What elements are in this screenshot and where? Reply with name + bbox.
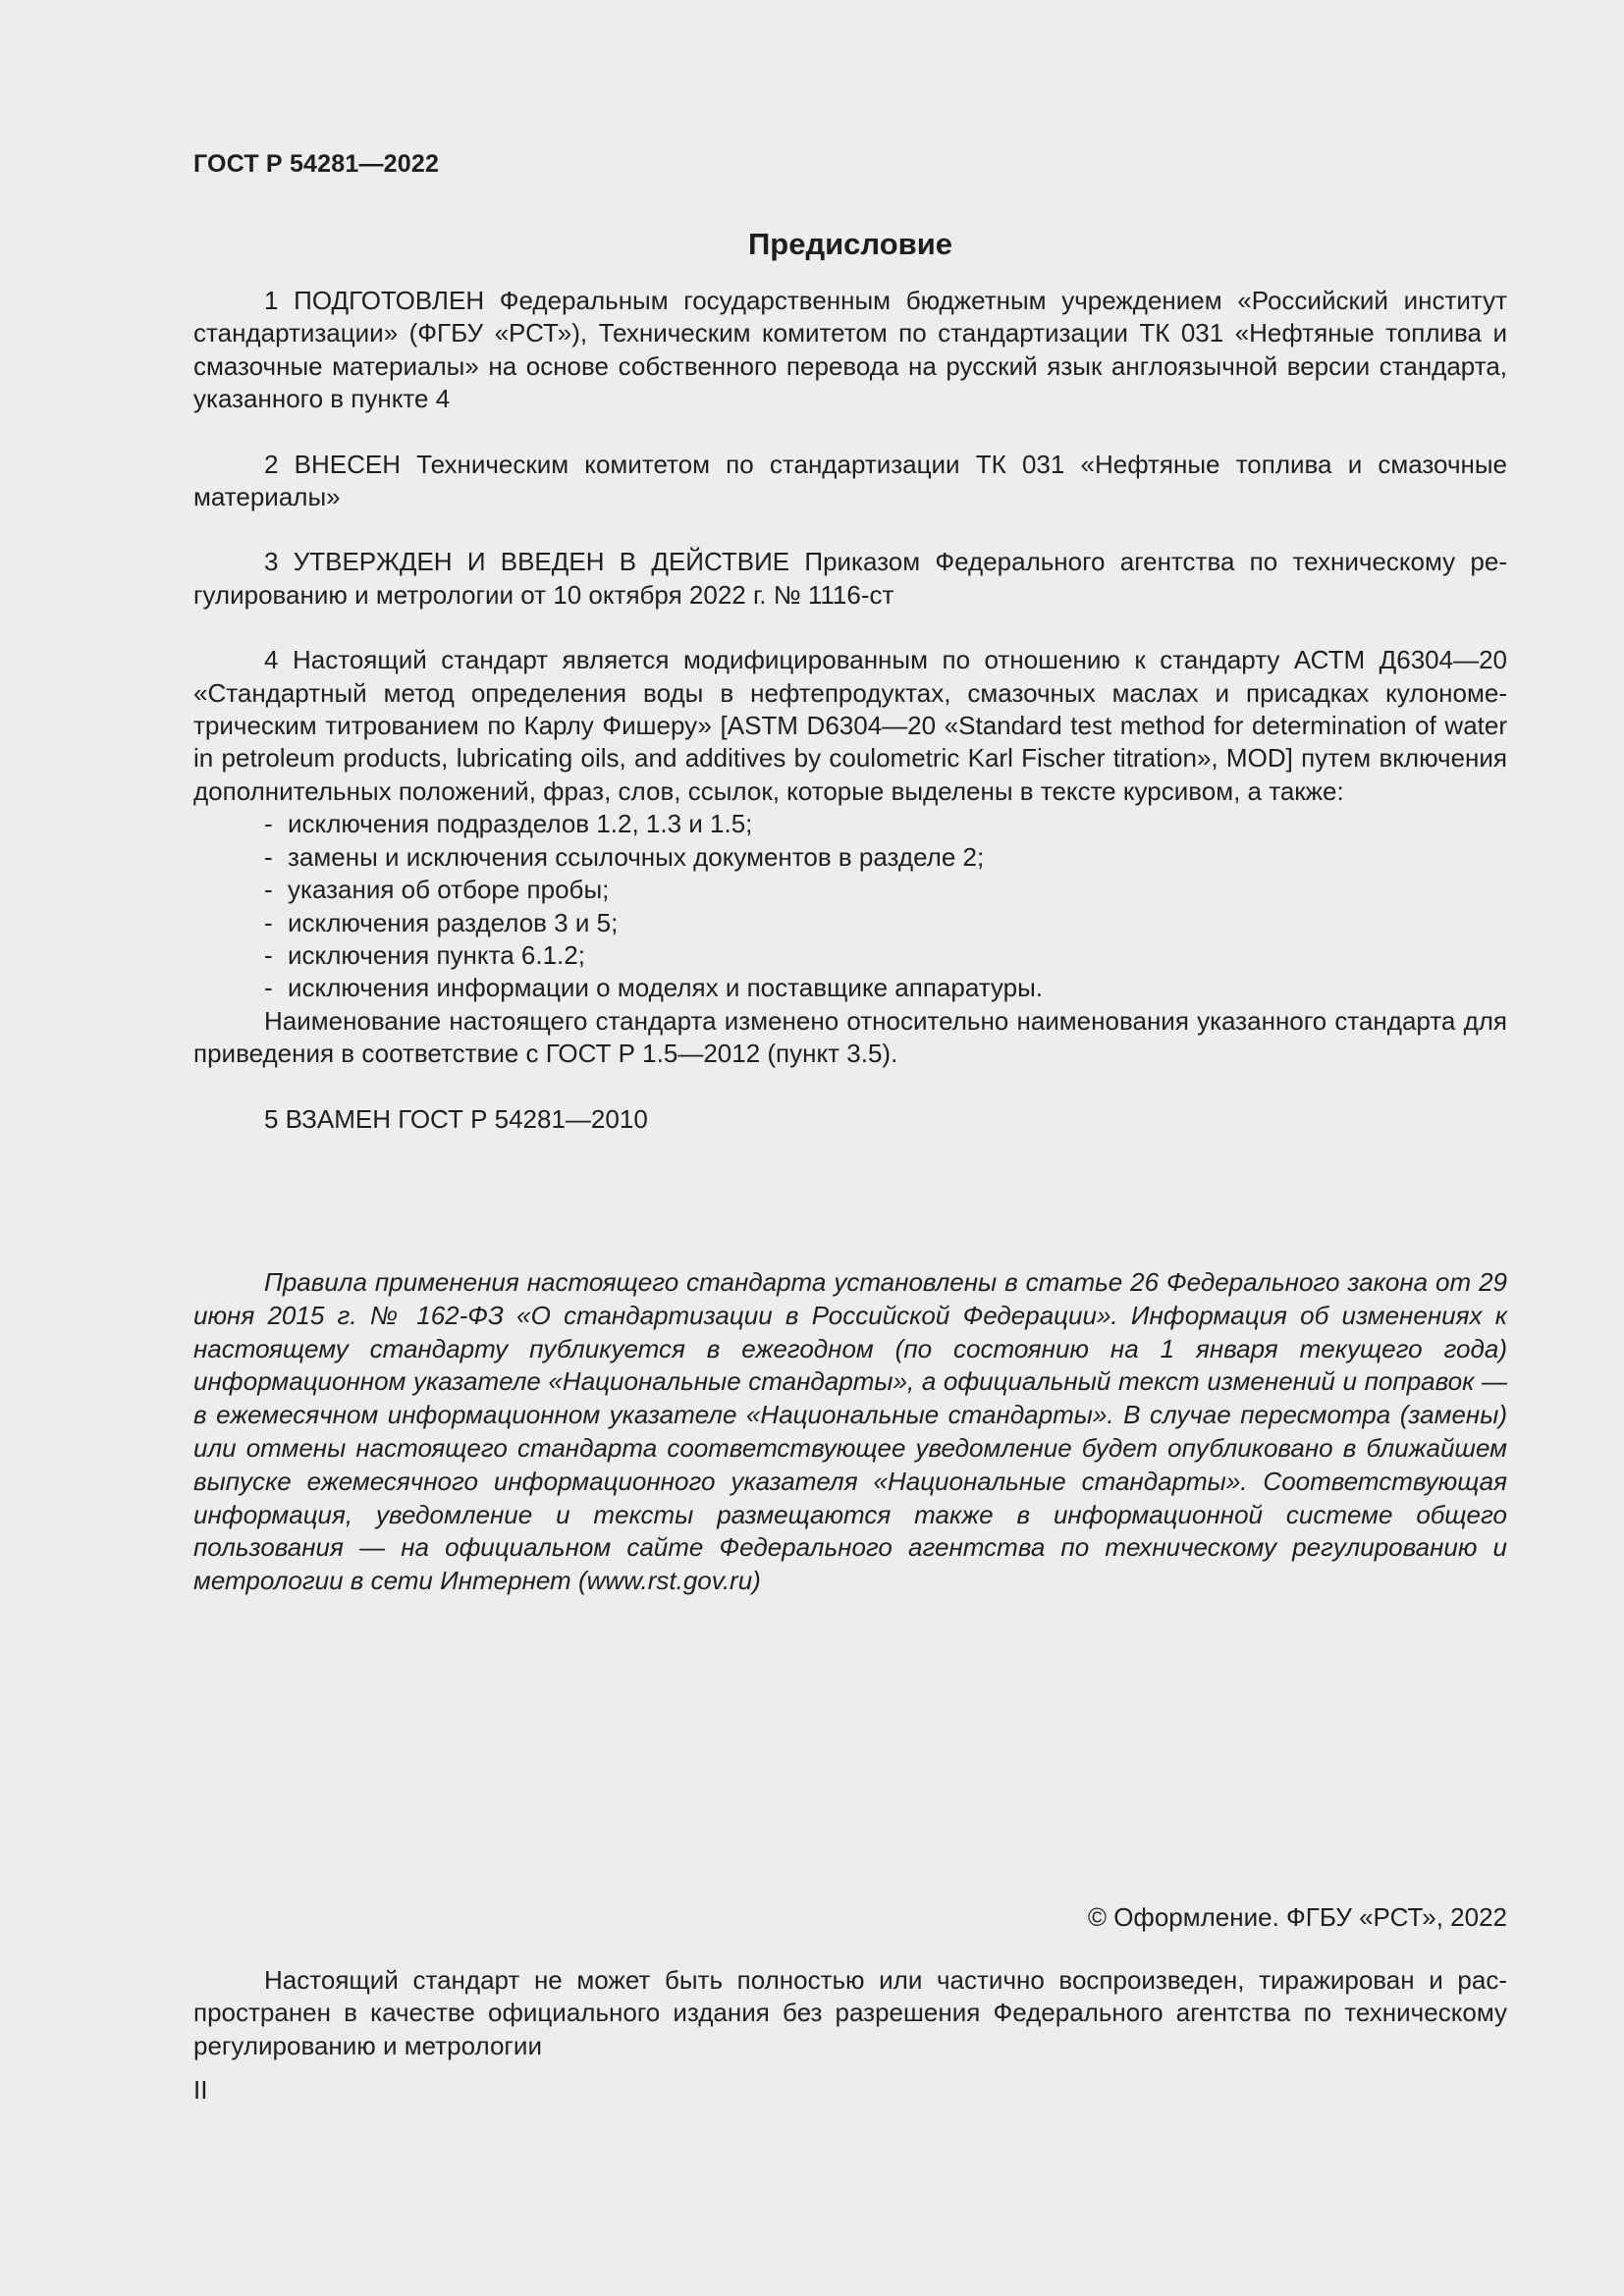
list-item-text: замены и исключения ссылочных документов в разделе 2; [288,841,985,872]
list-marker: - [264,841,273,872]
list-item [193,808,1507,840]
foreword-item-5: 5 ВЗАМЕН ГОСТ Р 54281—2010 [264,1103,648,1134]
foreword-body [193,285,1507,1136]
foreword-item-2: 2 ВНЕСЕН Техническим комитетом по стандартизации ТК 031 «Нефтяные топлива и смазочные материалы» [193,449,1507,512]
list-marker: - [264,907,273,937]
page-title: Предисловие [747,227,952,261]
list-item [193,874,1507,906]
foreword-item-1: 1 ПОДГОТОВЛЕН Федеральным государственным бюджетным учреждением «Российский институт стандартизации» (ФГБУ «РСТ»), Техническим комитетом по стандартизации ТК 031 «Нефтяные топлива и смазочные материалы» на основе собственного перевода на русский язык англоязычной версии стандарта, указанного в пункте 4 [193,286,1507,414]
page-number: II [193,2075,208,2105]
list-item-text: исключения подразделов 1.2, 1.3 и 1.5; [288,809,753,839]
list-item [193,939,1507,972]
document-code: ГОСТ Р 54281—2022 [193,150,440,178]
foreword-item-3: 3 УТВЕРЖДЕН И ВВЕДЕН В ДЕЙСТВИЕ Приказом Федерального агентства по техническому регулированию и метрологии от 10 октября 2022 г. № 1116-ст [193,547,1507,610]
list-item [193,841,1507,874]
list-item-text: указания об отборе пробы; [288,875,610,905]
list-marker: - [264,809,273,839]
list-item-text: исключения информации о моделях и поставщике аппаратуры. [288,973,1044,1003]
list-item [193,972,1507,1004]
application-rules-text: Правила применения настоящего стандарта установлены в статье 26 Федерального закона от 29 июня 2015 г. № 162-ФЗ «О стандартизации в Российской Федерации». Информация об изменениях к настоящему стандарту публикуется в ежегодном (по состоянию на 1 января текущего года) информационном указателе «Национальные стандарты», а официальный текст изменений и поправок — в ежемесячном информационном указателе «Национальные стандарты». В случае пересмотра (замены) или отмены настоящего стандарта соответствующее уведомление будет опубликовано в ближайшем выпуске ежемесячного информационного указателя «Национальные стандарты». Соответствующая информация, уведомление и тексты размещаются также в информационной системе общего пользования — на официальном сайте Федерального агентства по техническому регулированию и метрологии в сети Интернет (www.rst.gov.ru) [193,1267,1507,1596]
foreword-item-4-intro: 4 Настоящий стандарт является модифицированным по отношению к стандарту АСТМ Д6304—20 «Стандартный метод определения воды в нефтепродуктах, смазочных маслах и присадках кулонометрическим титрованием по Карлу Фишеру» [ASTM D6304—20 «Standard test method for determination of water in petroleum products, lubricating oils, and additives by coulometric Karl Fischer titration», MOD] путем включения дополнительных положений, фраз, слов, ссылок, которые выделены в тексте курсивом, а также: [193,645,1507,806]
modifications-list [193,808,1507,1004]
reproduction-notice: Настоящий стандарт не может быть полностью или частично воспроизведен, тиражирован и распространен в качестве официального издания без разрешения Федерального агентства по техническому регулированию и метрологии [193,1965,1507,2060]
list-marker: - [264,939,273,970]
list-marker: - [264,875,273,905]
foreword-item-4-note: Наименование настоящего стандарта изменено относительно наименования указанного стандарта для приведения в соответствие с ГОСТ Р 1.5—2012 (пункт 3.5). [193,1005,1507,1069]
list-item-text: исключения пункта 6.1.2; [288,939,585,970]
copyright-notice: © Оформление. ФГБУ «РСТ», 2022 [1087,1902,1507,1932]
list-marker: - [264,973,273,1003]
list-item-text: исключения разделов 3 и 5; [288,907,619,937]
list-item [193,907,1507,939]
